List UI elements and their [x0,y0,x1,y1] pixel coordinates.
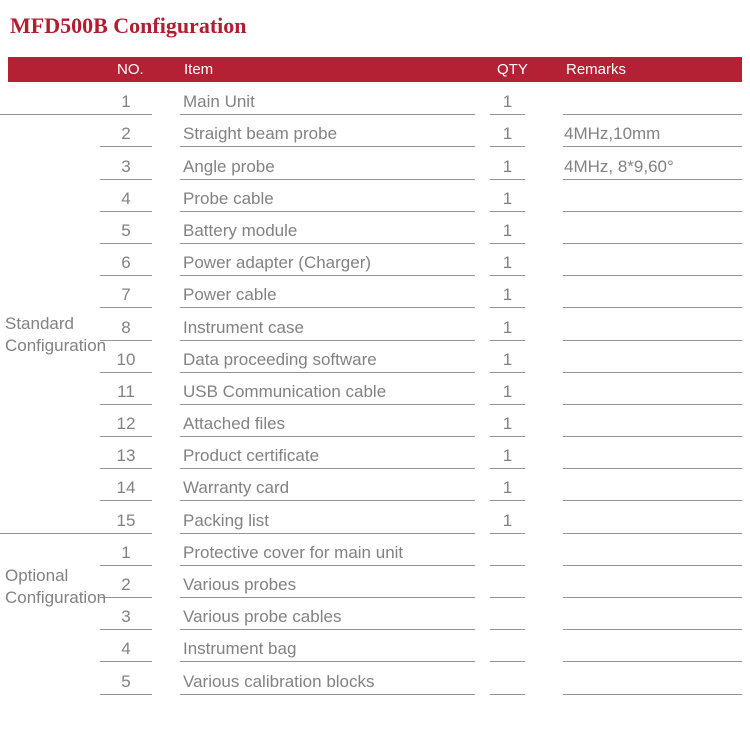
item-remarks [563,83,742,115]
item-remarks [563,373,742,405]
section-label-cell [0,630,100,662]
column-gap [525,115,563,147]
item-qty: 1 [490,244,525,276]
row-number: 5 [100,662,152,694]
item-name: Main Unit [180,83,475,115]
section-label-cell [0,501,100,533]
table-row [0,373,742,405]
item-qty: 1 [490,180,525,212]
column-gap [475,405,490,437]
column-gap [152,437,180,469]
item-name: Power cable [180,276,475,308]
section-label-cell [0,437,100,469]
item-name: Straight beam probe [180,115,475,147]
row-number: 3 [100,598,152,630]
item-name: Power adapter (Charger) [180,244,475,276]
item-qty: 1 [490,212,525,244]
item-remarks [563,405,742,437]
table-header [8,57,742,82]
column-gap [475,115,490,147]
item-name: Battery module [180,212,475,244]
item-name: Various probes [180,566,475,598]
section-label-cell [0,405,100,437]
table-row [0,276,742,308]
table-row [0,212,742,244]
table-row [0,308,742,340]
item-qty: 1 [490,83,525,115]
column-gap [475,341,490,373]
row-number: 5 [100,212,152,244]
table-row [0,405,742,437]
row-number: 3 [100,147,152,179]
item-name: Data proceeding software [180,341,475,373]
row-number: 13 [100,437,152,469]
header-remarks: Remarks [566,61,627,78]
row-number: 7 [100,276,152,308]
item-qty: 1 [490,276,525,308]
column-gap [475,630,490,662]
column-gap [525,437,563,469]
row-number: 12 [100,405,152,437]
row-number: 4 [100,180,152,212]
item-name: Probe cable [180,180,475,212]
table-row [0,501,742,533]
column-gap [475,534,490,566]
column-gap [475,469,490,501]
column-gap [475,308,490,340]
column-gap [525,598,563,630]
column-gap [152,501,180,533]
item-name: Attached files [180,405,475,437]
column-gap [525,244,563,276]
column-gap [475,566,490,598]
section-label-cell [0,115,100,147]
column-gap [475,212,490,244]
item-remarks [563,662,742,694]
row-number: 4 [100,630,152,662]
column-gap [152,147,180,179]
column-gap [525,662,563,694]
row-number: 2 [100,115,152,147]
section-label-optional: Optional Configuration [5,566,107,607]
item-remarks [563,469,742,501]
column-gap [525,341,563,373]
table-row [0,115,742,147]
column-gap [152,341,180,373]
column-gap [152,83,180,115]
section-label-cell [0,534,100,566]
item-qty: 1 [490,437,525,469]
column-gap [152,598,180,630]
item-remarks [563,308,742,340]
column-gap [475,501,490,533]
table-row [0,469,742,501]
table-row [0,341,742,373]
item-remarks [563,566,742,598]
table-row [0,147,742,179]
column-gap [475,598,490,630]
item-remarks [563,244,742,276]
column-gap [152,534,180,566]
item-name: Various calibration blocks [180,662,475,694]
column-gap [475,276,490,308]
column-gap [152,244,180,276]
table-row [0,83,742,115]
item-remarks [563,341,742,373]
item-qty: 1 [490,469,525,501]
section-label-cell [0,373,100,405]
column-gap [525,534,563,566]
item-name: Product certificate [180,437,475,469]
column-gap [152,180,180,212]
item-qty [490,598,525,630]
column-gap [525,83,563,115]
section-label-cell [0,147,100,179]
column-gap [152,630,180,662]
row-number: 1 [100,534,152,566]
column-gap [152,373,180,405]
column-gap [475,244,490,276]
item-remarks [563,501,742,533]
column-gap [525,276,563,308]
item-remarks [563,598,742,630]
column-gap [525,566,563,598]
row-number: 10 [100,341,152,373]
column-gap [152,662,180,694]
column-gap [525,405,563,437]
item-qty [490,534,525,566]
row-number: 11 [100,373,152,405]
item-qty: 1 [490,373,525,405]
table-body [0,83,742,695]
item-name: Packing list [180,501,475,533]
section-label-cell [0,469,100,501]
table-row [0,566,742,598]
item-qty [490,630,525,662]
column-gap [475,83,490,115]
table-row [0,598,742,630]
item-qty [490,566,525,598]
item-name: Instrument bag [180,630,475,662]
column-gap [152,276,180,308]
column-gap [475,147,490,179]
item-qty: 1 [490,501,525,533]
table-row [0,662,742,694]
column-gap [525,212,563,244]
row-number: 14 [100,469,152,501]
item-name: Instrument case [180,308,475,340]
section-label-cell [0,276,100,308]
column-gap [525,501,563,533]
table-row [0,437,742,469]
item-qty: 1 [490,147,525,179]
item-remarks [563,276,742,308]
column-gap [525,180,563,212]
section-label-cell [0,180,100,212]
item-name: Protective cover for main unit [180,534,475,566]
section-label-cell [0,244,100,276]
column-gap [152,115,180,147]
column-gap [525,147,563,179]
item-qty: 1 [490,405,525,437]
column-gap [525,308,563,340]
column-gap [525,630,563,662]
item-name: Various probe cables [180,598,475,630]
item-remarks [563,212,742,244]
item-remarks [563,437,742,469]
table-row [0,244,742,276]
column-gap [475,373,490,405]
table-row [0,180,742,212]
header-item: Item [184,61,214,78]
section-label-cell [0,83,100,115]
row-number: 6 [100,244,152,276]
page-title: MFD500B Configuration [10,13,247,38]
section-label-cell [0,212,100,244]
column-gap [475,180,490,212]
table-row [0,534,742,566]
column-gap [525,373,563,405]
column-gap [152,469,180,501]
column-gap [152,308,180,340]
section-label-cell [0,662,100,694]
column-gap [152,405,180,437]
column-gap [475,437,490,469]
header-no: NO. [117,61,144,78]
item-name: Angle probe [180,147,475,179]
item-name: USB Communication cable [180,373,475,405]
item-qty: 1 [490,341,525,373]
column-gap [475,662,490,694]
row-number: 1 [100,83,152,115]
table-row [0,630,742,662]
section-label-standard: Standard Configuration [5,314,107,355]
item-remarks: 4MHz, 8*9,60° [563,147,742,179]
column-gap [525,469,563,501]
item-qty [490,662,525,694]
column-gap [152,212,180,244]
row-number: 2 [100,566,152,598]
row-number: 15 [100,501,152,533]
header-qty: QTY [497,61,528,78]
item-qty: 1 [490,308,525,340]
item-remarks [563,630,742,662]
column-gap [152,566,180,598]
item-remarks [563,180,742,212]
item-qty: 1 [490,115,525,147]
item-name: Warranty card [180,469,475,501]
item-remarks [563,534,742,566]
row-number: 8 [100,308,152,340]
item-remarks: 4MHz,10mm [563,115,742,147]
